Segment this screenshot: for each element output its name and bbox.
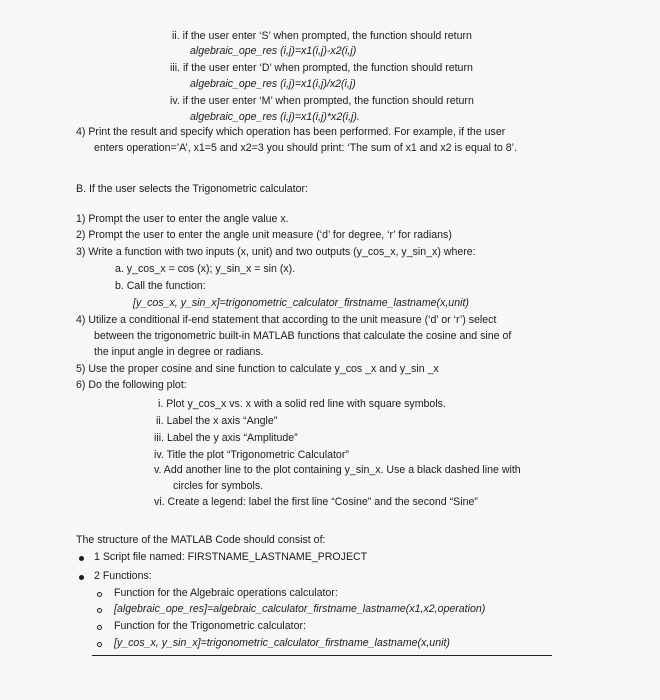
- bullet-dot: [79, 575, 84, 580]
- trig-step-3b: b. Call the function:: [115, 280, 206, 292]
- function-trig-signature: [y_cos_x, y_sin_x]=trigonometric_calculator_firstname_lastname(x,unit): [114, 637, 450, 649]
- underline-divider: [92, 655, 552, 656]
- trig-step-6: 6) Do the following plot:: [76, 379, 187, 391]
- circle-bullet: [97, 608, 102, 613]
- circle-bullet: [97, 592, 102, 597]
- bullet-dot: [79, 556, 84, 561]
- item-iii-line2: algebraic_ope_res (i,j)=x1(i,j)/x2(i,j): [190, 78, 356, 90]
- plot-item-vi: vi. Create a legend: label the first line “Cosine” and the second “Sine”: [154, 496, 478, 508]
- trig-step-4-line1: 4) Utilize a conditional if-end statement that according to the unit measure (‘d’ or ‘r’) select: [76, 314, 497, 326]
- plot-item-v-line1: v. Add another line to the plot containing y_sin_x. Use a black dashed line with: [154, 464, 521, 476]
- trig-step-3: 3) Write a function with two inputs (x, unit) and two outputs (y_cos_x, y_sin_x) where:: [76, 246, 476, 258]
- trig-step-5: 5) Use the proper cosine and sine function to calculate y_cos _x and y_sin _x: [76, 363, 439, 375]
- trig-step-2: 2) Prompt the user to enter the angle unit measure (‘d’ for degree, ‘r’ for radians): [76, 229, 452, 241]
- function-algebraic-signature: [algebraic_ope_res]=algebraic_calculator_firstname_lastname(x1,x2,operation): [114, 603, 486, 615]
- item-ii-line2: algebraic_ope_res (i,j)=x1(i,j)-x2(i,j): [190, 45, 357, 57]
- trig-step-1: 1) Prompt the user to enter the angle value x.: [76, 213, 289, 225]
- plot-item-iii: iii. Label the y axis “Amplitude”: [154, 432, 298, 444]
- item-iv-line2: algebraic_ope_res (i,j)=x1(i,j)*x2(i,j).: [190, 111, 360, 123]
- item-iv-line1: iv. if the user enter ‘M’ when prompted, the function should return: [170, 95, 474, 107]
- item-iii-line1: iii. if the user enter ‘D’ when prompted, the function should return: [170, 62, 473, 74]
- section-b-heading: B. If the user selects the Trigonometric calculator:: [76, 183, 308, 195]
- plot-item-i: i. Plot y_cos_x vs. x with a solid red line with square symbols.: [158, 398, 446, 410]
- structure-script-file: 1 Script file named: FIRSTNAME_LASTNAME_PROJECT: [94, 551, 368, 563]
- trig-step-4-line2: between the trigonometric built-in MATLAB functions that calculate the cosine and sine of: [94, 330, 512, 342]
- plot-item-v-line2: circles for symbols.: [173, 480, 264, 492]
- structure-functions: 2 Functions:: [94, 570, 152, 582]
- trig-function-call: [y_cos_x, y_sin_x]=trigonometric_calculator_firstname_lastname(x,unit): [133, 297, 469, 309]
- item-ii-line1: ii. if the user enter ‘S’ when prompted, the function should return: [172, 30, 472, 42]
- circle-bullet: [97, 642, 102, 647]
- step-4-line2: enters operation=’A’, x1=5 and x2=3 you should print: ‘The sum of x1 and x2 is equal to 8’.: [94, 142, 517, 154]
- plot-item-ii: ii. Label the x axis “Angle”: [156, 415, 278, 427]
- function-trig-label: Function for the Trigonometric calculator:: [114, 620, 306, 632]
- step-4-line1: 4) Print the result and specify which operation has been performed. For example, if the user: [76, 126, 506, 138]
- function-algebraic-label: Function for the Algebraic operations calculator:: [114, 587, 338, 599]
- structure-heading: The structure of the MATLAB Code should consist of:: [76, 534, 326, 546]
- trig-step-3a: a. y_cos_x = cos (x); y_sin_x = sin (x).: [115, 263, 296, 275]
- trig-step-4-line3: the input angle in degree or radians.: [94, 346, 264, 358]
- circle-bullet: [97, 625, 102, 630]
- plot-item-iv: iv. Title the plot “Trigonometric Calculator”: [154, 449, 349, 461]
